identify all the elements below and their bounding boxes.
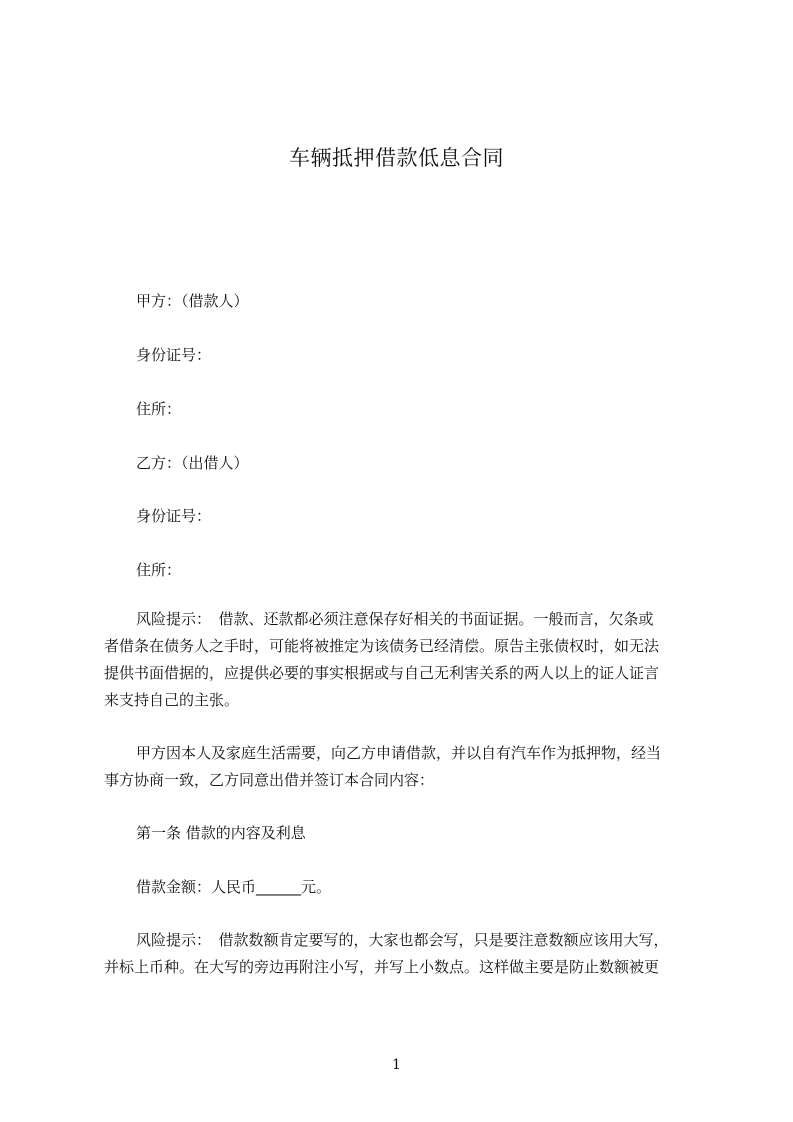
paragraph-line: 风险提示： 借款、还款都必须注意保存好相关的书面证据。一般而言，欠条或 [136, 610, 654, 628]
paragraph-line: 事方协商一致，乙方同意出借并签订本合同内容： [104, 771, 435, 789]
page-number: 1 [392, 1057, 401, 1073]
paragraph-line: 提供书面借据的，应提供必要的事实根据或与自己无利害关系的两人以上的证人证言 [104, 664, 660, 682]
article-1-heading: 第一条 借款的内容及利息 [136, 824, 306, 842]
party-b-address-label: 住所： [136, 561, 182, 579]
loan-amount-line: 借款金额：人民币______元。 [136, 878, 332, 896]
party-b-id-label: 身份证号： [136, 507, 212, 525]
risk-tip-paragraph-1 [104, 606, 694, 714]
paragraph-line: 者借条在债务人之手时，可能将被推定为该债务已经清偿。原告主张债权时，如无法 [104, 637, 660, 655]
party-b-label: 乙方：（出借人） [136, 454, 249, 472]
paragraph-line: 甲方因本人及家庭生活需要，向乙方申请借款，并以自有汽车作为抵押物，经当 [136, 744, 662, 762]
party-a-address-label: 住所： [136, 400, 182, 418]
paragraph-line: 来支持自己的主张。 [104, 691, 240, 709]
party-a-id-label: 身份证号： [136, 346, 212, 364]
paragraph-line: 风险提示： 借款数额肯定要写的，大家也都会写，只是要注意数额应该用大写， [136, 931, 669, 949]
paragraph-line: 并标上币种。在大写的旁边再附注小写，并写上小数点。这样做主要是防止数额被更 [104, 958, 660, 976]
party-a-label: 甲方：（借款人） [136, 292, 249, 310]
risk-tip-paragraph-2 [104, 927, 694, 981]
document-title: 车辆抵押借款低息合同 [289, 146, 504, 170]
intro-paragraph [104, 740, 694, 794]
